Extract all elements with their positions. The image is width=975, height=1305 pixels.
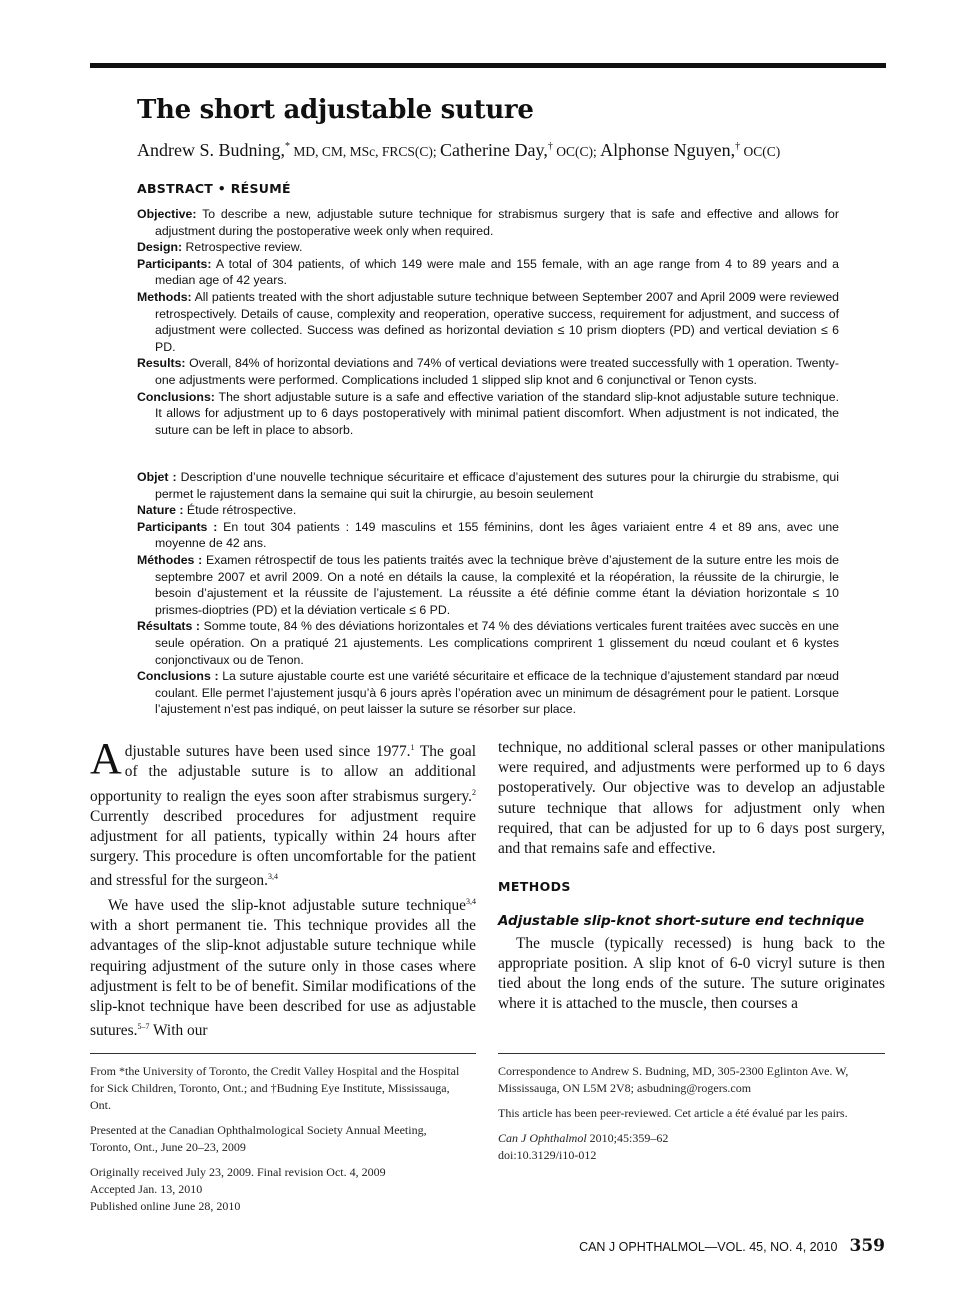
body-column-right bbox=[498, 738, 885, 1014]
body-text: djustable sutures have been used since 1977. bbox=[124, 743, 411, 761]
body-paragraph bbox=[90, 892, 476, 1042]
subsection-heading: Adjustable slip-knot short-suture end technique bbox=[498, 913, 865, 930]
abstract-text: Retrospective review. bbox=[182, 240, 303, 255]
body-paragraph: The muscle (typically recessed) is hung back to the appropriate position. A slip knot of 6-0 vicryl suture is then tied about the long ends of the suture. The suture originates where it is attached to the muscle, then courses a bbox=[498, 934, 885, 1013]
abstract-label: Objet : bbox=[137, 470, 177, 484]
body-text: with a short permanent tie. This technique provides all the advantages of the slip-knot adjustable suture technique while requiring adjustment of the suture only in those cases where adjustment is felt to be of benefit. Similar modifications of the slip-knot technique have been described for use as adjustable sutures. bbox=[90, 917, 476, 1040]
article-title: The short adjustable suture bbox=[137, 95, 534, 125]
affiliation-note: From *the University of Toronto, the Credit Valley Hospital and the Hospital for Sick Children, Toronto, Ont.; and †Budning Eye Institute, Mississauga, Ont. bbox=[90, 1064, 460, 1112]
abstract-label: Participants : bbox=[137, 519, 218, 534]
abstract-item bbox=[137, 552, 839, 618]
citation-note bbox=[498, 1130, 885, 1147]
abstract-label: Objective: bbox=[137, 207, 197, 221]
published-note: Published online June 28, 2010 bbox=[90, 1199, 241, 1213]
abstract-text: A total of 304 patients, of which 149 were male and 155 female, with an age range from 4 to 89 years and a median age of 42 years. bbox=[155, 256, 839, 288]
author-credentials: MD, CM, MSc, FRCS(C); bbox=[290, 144, 441, 159]
abstract-text: All patients treated with the short adjustable suture technique between September 2007 and April 2009 were reviewed retrospectively. Details of cause, complexity and reoperation, operative success, requirement for adjustment, and success of adjustment were collected. Success was defined as horizontal deviation ≤ 10 prism diopters (PD) and vertical deviation ≤ 6 PD. bbox=[155, 289, 839, 354]
author-credentials: OC(C) bbox=[740, 144, 781, 159]
author-list bbox=[137, 140, 780, 161]
reference-mark: 5–7 bbox=[137, 1022, 150, 1032]
received-note: Originally received July 23, 2009. Final revision Oct. 4, 2009 bbox=[90, 1165, 386, 1179]
reference-mark: 1 bbox=[410, 743, 415, 752]
methods-heading: METHODS bbox=[498, 879, 571, 895]
drop-cap: A bbox=[90, 734, 122, 783]
abstract-text: Overall, 84% of horizontal deviations and 74% of vertical deviations were treated successfully with 1 operation. Twenty-one adjustments were performed. Complications included 1 slipped slip knot and 6 conjunctival or Tenon cysts. bbox=[155, 356, 839, 387]
abstract-text: Somme toute, 84 % des déviations horizontales et 74 % des déviations verticales furent traitées avec succès en une seule opération. On a pratiqué 21 ajustements. Les complications comprirent 1 glissement du nœud coulant et 6 kystes conjonctivaux ou de Tenon. bbox=[155, 619, 839, 667]
reference-mark: 3,4 bbox=[466, 896, 476, 906]
abstract-label: Design: bbox=[137, 240, 183, 255]
affiliation-mark: † bbox=[735, 141, 741, 152]
abstract-label: Nature : bbox=[137, 503, 184, 518]
abstract-item bbox=[137, 256, 839, 289]
author-name: Catherine Day, bbox=[440, 140, 548, 160]
footnote-divider bbox=[90, 1053, 476, 1054]
abstract-item bbox=[137, 502, 839, 519]
abstract-heading: ABSTRACT • RÉSUMÉ bbox=[137, 181, 291, 196]
abstract-item bbox=[137, 618, 839, 668]
abstract-text: La suture ajustable courte est une variété sécuritaire et efficace de la technique d’ajustement standard par nœud coulant. Elle permet l’ajustement jusqu’à 6 jours après l’opération avec un minimum de désagrément pour le patient. Lorsque l’ajustement n’est pas indiqué, on peut laisser la suture se résorber sur place. bbox=[155, 669, 839, 717]
footnote-divider bbox=[498, 1053, 885, 1054]
abstract-text: The short adjustable suture is a safe and effective variation of the standard slip-knot adjustable suture technique. It allows for adjustment up to 6 days postoperatively with minimal patient discomfort. When adjustment is not indicated, the suture can be left in place to absorb. bbox=[155, 389, 839, 437]
body-paragraph: technique, no additional scleral passes or other manipulations were required, and adjustments were performed up to 6 days postoperatively. Our objective was to develop an adjustable suture technique that allows for adjustment only when required, that can be adjusted for up to 6 days post surgery, and that remains safe and effective. bbox=[498, 739, 885, 858]
abstract-item bbox=[137, 389, 839, 439]
abstract-text: To describe a new, adjustable suture technique for strabismus surgery that is safe and effective and allows for adjustment during the postoperative week only when required. bbox=[155, 207, 839, 238]
citation-detail: 2010;45:359–62 bbox=[586, 1131, 669, 1145]
footnotes-left bbox=[90, 1063, 470, 1215]
abstract-label: Results: bbox=[137, 356, 186, 371]
body-paragraph bbox=[90, 734, 476, 892]
body-text: Currently described procedures for adjustment require adjustment for all patients, typically within 24 hours after surgery. This procedure is often uncomfortable for the patient and stressful for the surgeon. bbox=[90, 807, 476, 890]
abstract-item bbox=[137, 519, 839, 552]
author-name: Andrew S. Budning, bbox=[137, 140, 285, 160]
body-text: The goal of the adjustable suture is to allow an additional opportunity to realign the eyes soon after strabismus surgery. bbox=[90, 743, 476, 805]
reference-mark: 2 bbox=[472, 787, 476, 797]
abstract-item bbox=[137, 206, 839, 239]
body-column-left bbox=[90, 734, 476, 1041]
peer-review-note: This article has been peer-reviewed. Cet article a été évalué par les pairs. bbox=[498, 1106, 848, 1120]
abstract-label: Conclusions : bbox=[137, 669, 219, 684]
page-number: 359 bbox=[849, 1236, 885, 1256]
accepted-note: Accepted Jan. 13, 2010 bbox=[90, 1182, 203, 1196]
footnotes-right bbox=[498, 1063, 885, 1164]
abstract-item bbox=[137, 355, 839, 388]
abstract-item bbox=[137, 469, 839, 502]
affiliation-mark: † bbox=[547, 141, 553, 152]
page-footer bbox=[579, 1236, 885, 1256]
body-text: With our bbox=[149, 1022, 208, 1040]
journal-abbrev: Can J Ophthalmol bbox=[498, 1131, 587, 1145]
abstract-label: Methods: bbox=[137, 289, 192, 304]
reference-mark: 3,4 bbox=[267, 872, 278, 882]
correspondence-note: Correspondence to Andrew S. Budning, MD, 305-2300 Eglinton Ave. W, Mississauga, ON L5M 2V8; asbudning@rogers.com bbox=[498, 1064, 849, 1095]
doi-link[interactable]: doi:10.3129/i10-012 bbox=[498, 1148, 597, 1162]
affiliation-mark: * bbox=[285, 141, 290, 152]
abstract-french bbox=[137, 469, 839, 718]
abstract-label: Résultats : bbox=[137, 619, 201, 634]
top-rule bbox=[90, 63, 886, 68]
abstract-label: Participants: bbox=[137, 256, 212, 271]
abstract-text: En tout 304 patients : 149 masculins et 155 féminins, dont les âges variaient entre 4 et 89 ans, avec une moyenne de 42 ans. bbox=[155, 519, 839, 551]
abstract-item bbox=[137, 289, 839, 355]
abstract-item bbox=[137, 239, 839, 256]
author-credentials: OC(C); bbox=[552, 144, 601, 159]
journal-running-head: CAN J OPHTHALMOL—VOL. 45, NO. 4, 2010 bbox=[579, 1240, 838, 1254]
abstract-item bbox=[137, 668, 839, 718]
body-text: We have used the slip-knot adjustable suture technique bbox=[108, 896, 466, 914]
abstract-label: Méthodes : bbox=[137, 552, 203, 567]
presentation-note: Presented at the Canadian Ophthalmological Society Annual Meeting, Toronto, Ont., June 20–23, 2009 bbox=[90, 1123, 427, 1154]
abstract-label: Conclusions: bbox=[137, 389, 215, 404]
abstract-text: Description d’une nouvelle technique sécuritaire et efficace d’ajustement des sutures pour la chirurgie du strabisme, qui permet le rajustement dans la semaine qui suit la chirurgie, au besoin seulement bbox=[155, 470, 839, 501]
abstract-text: Étude rétrospective. bbox=[183, 503, 297, 518]
abstract-text: Examen rétrospectif de tous les patients traités avec la technique brève d’ajustement de la suture entre les mois de septembre 2007 et avril 2009. On a noté en détails la cause, la complexité et la réopération, la réussite de la chirurgie, le besoin d’ajustement et la réussite de l’ajustement. La réussite a été définie comme étant la déviation horizontale ≤ 10 prismes-dioptries (PD) et la déviation verticale ≤ 6 PD. bbox=[155, 552, 839, 617]
author-name: Alphonse Nguyen, bbox=[600, 140, 736, 160]
abstract-english bbox=[137, 206, 839, 438]
